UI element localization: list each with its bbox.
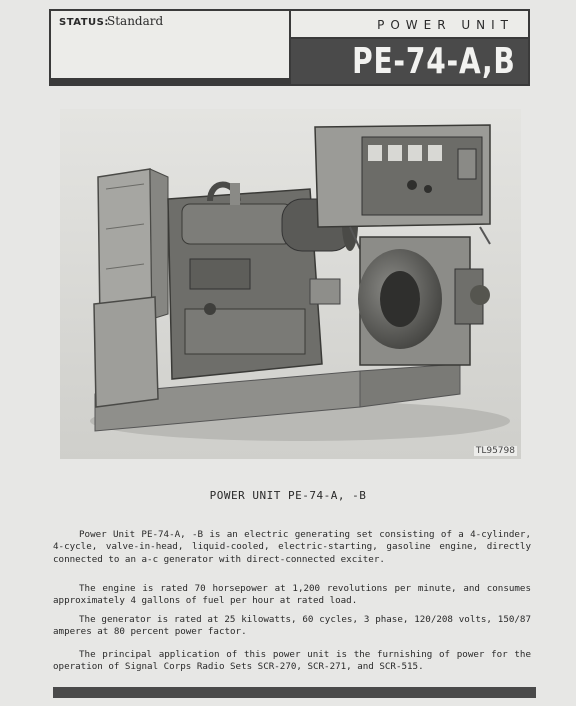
header-rule (49, 78, 289, 86)
category-box (291, 11, 528, 39)
footer-rule (53, 687, 536, 698)
model-bar (291, 39, 528, 84)
power-unit-photo (60, 109, 521, 459)
status-box (51, 11, 291, 84)
paragraph-application: The principal application of this power unit is the furnishing of power for the operation of Signal Corps Radio Sets SCR-270, SCR-271, and SCR-515. (53, 649, 531, 673)
paragraph-description: Power Unit PE-74-A, -B is an electric generating set consisting of a 4-cylinder, 4-cycle, valve-in-head, liquid-cooled, electric-starting, gasoline engine, directly connected to an a-c generator with direct-connected exciter. (53, 529, 531, 565)
paragraph-engine-rating: The engine is rated 70 horsepower at 1,200 revolutions per minute, and consumes approximately 4 gallons of fuel per hour at rated load. (53, 583, 531, 607)
photo-reference: TL95798 (475, 446, 515, 456)
category-label: POWER UNIT (377, 18, 514, 32)
model-title: PE-74-A,B (352, 41, 516, 82)
status-label: STATUS: (59, 17, 109, 28)
photo-caption: POWER UNIT PE-74-A, -B (209, 489, 367, 502)
spec-header (49, 9, 530, 86)
paragraph-generator-rating: The generator is rated at 25 kilowatts, 60 cycles, 3 phase, 120/208 volts, 150/87 amperes at 80 percent power factor. (53, 614, 531, 638)
status-value: Standard (107, 14, 164, 28)
power-unit-illustration (60, 109, 521, 459)
